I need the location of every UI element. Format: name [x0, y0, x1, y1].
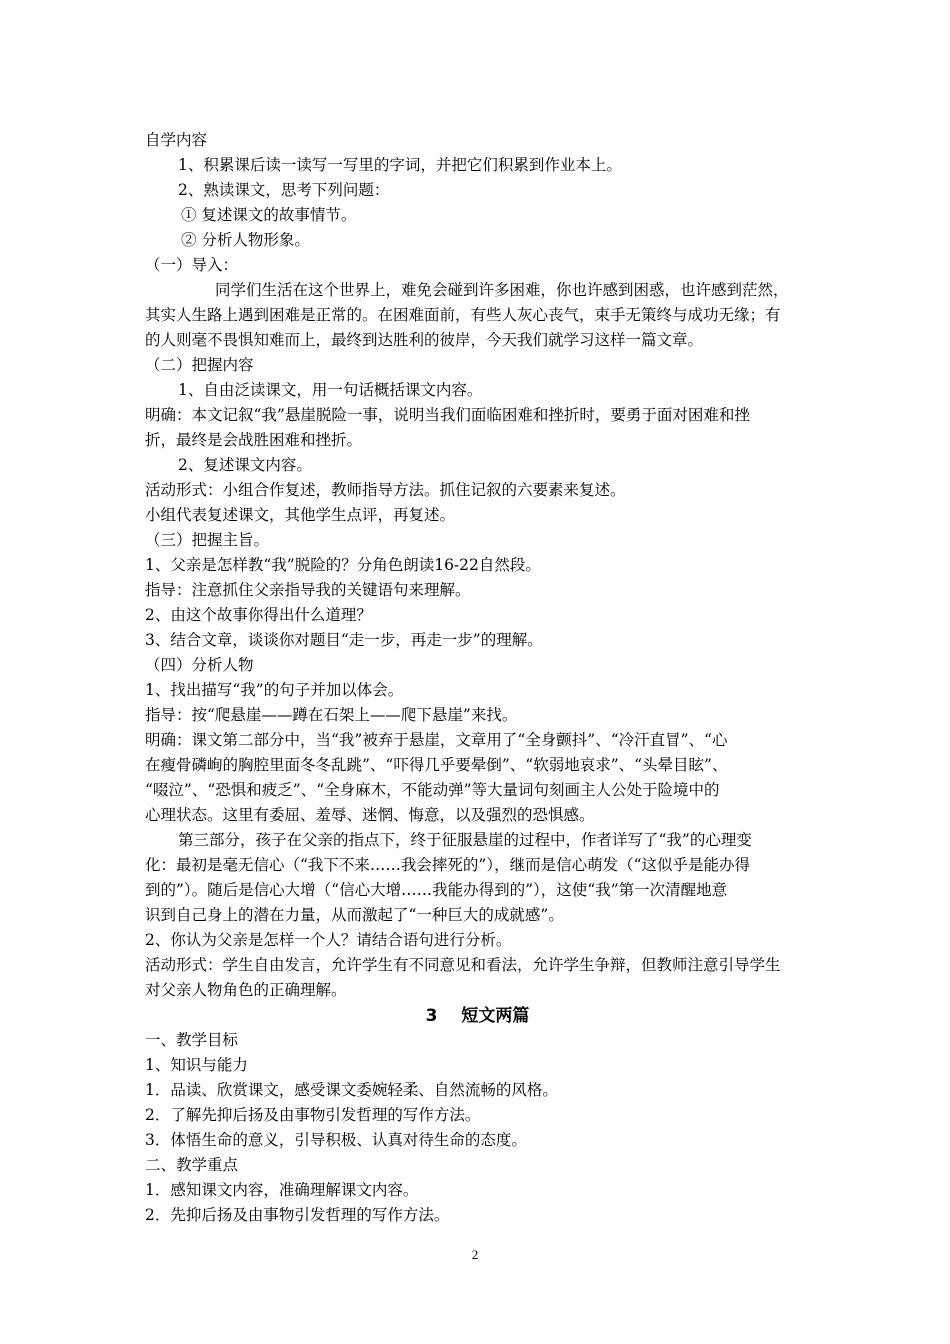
text-line: 1．感知课文内容，准确理解课文内容。: [145, 1181, 419, 1199]
lesson-number: 3: [425, 1006, 438, 1026]
text-line: 明确：课文第二部分中，当“我”被弃于悬崖，文章用了“全身颤抖”、“冷汗直冒”、“心: [145, 731, 728, 749]
text-line: ② 分析人物形象。: [181, 231, 310, 249]
section-heading-content: （二）把握内容: [145, 356, 254, 374]
section-heading-character: （四）分析人物: [145, 656, 254, 674]
text-line: 1、找出描写“我”的句子并加以体会。: [145, 681, 404, 699]
section-heading-intro: （一）导入：: [145, 256, 239, 274]
text-line: 2．先抑后扬及由事物引发哲理的写作方法。: [145, 1206, 450, 1224]
text-line: 到的”）。随后是信心大增（“信心大增……我能办得到的”），这使“我”第一次清醒地意: [145, 881, 728, 899]
text-line: 活动形式：学生自由发言，允许学生有不同意见和看法，允许学生争辩，但教师注意引导学生: [145, 956, 781, 974]
text-line: 2、由这个故事你得出什么道理？: [145, 606, 372, 624]
text-line: 2．了解先抑后扬及由事物引发哲理的写作方法。: [145, 1106, 481, 1124]
text-line: 1、知识与能力: [145, 1056, 248, 1074]
text-line: 小组代表复述课文，其他学生点评，再复述。: [145, 506, 456, 524]
text-line: 在瘦骨磷峋的胸腔里面冬冬乱跳”、“吓得几乎要晕倒”、“软弱地哀求”、“头晕目眩”、: [145, 756, 728, 774]
text-line: 识到自己身上的潜在力量，从而激起了“一种巨大的成就感”。: [145, 906, 564, 924]
text-line: 3．体悟生命的意义，引导积极、认真对待生命的态度。: [145, 1131, 527, 1149]
lesson-title-text: 短文两篇: [461, 1006, 530, 1026]
section-label-self-study: 自学内容: [145, 131, 208, 149]
text-line: 1、父亲是怎样教“我”脱险的？分角色朗读16-22自然段。: [145, 556, 541, 574]
section-heading-key-points: 二、教学重点: [145, 1156, 239, 1174]
text-line: 的人则毫不畏惧知难而上，最终到达胜利的彼岸，今天我们就学习这样一篇文章。: [145, 331, 704, 349]
text-line: 对父亲人物角色的正确理解。: [145, 981, 347, 999]
section-heading-theme: （三）把握主旨。: [145, 531, 270, 549]
text-line: 3、结合文章，谈谈你对题目“走一步，再走一步”的理解。: [145, 631, 543, 649]
text-line: 2、复述课文内容。: [178, 456, 312, 474]
text-line: 其实人生路上遇到困难是正常的。在困难面前，有些人灰心丧气，束手无策终与成功无缘；有: [145, 306, 781, 324]
text-line: 1．品读、欣赏课文，感受课文委婉轻柔、自然流畅的风格。: [145, 1081, 558, 1099]
lesson-title: [145, 1003, 810, 1029]
page-number: 2: [471, 1247, 479, 1262]
text-line: 指导：注意抓住父亲指导我的关键语句来理解。: [145, 581, 471, 599]
text-line: 指导：按“爬悬崖——蹲在石架上——爬下悬崖”来找。: [145, 706, 518, 724]
section-heading-goals: 一、教学目标: [145, 1031, 239, 1049]
text-line: 化：最初是毫无信心（“我下不来……我会摔死的”），继而是信心萌发（“这似乎是能办得: [145, 856, 751, 874]
text-line: 1、积累课后读一读写一写里的字词，并把它们积累到作业本上。: [178, 156, 622, 174]
text-line: 同学们生活在这个世界上，难免会碰到许多困难，你也许感到困惑，也许感到茫然，: [215, 281, 789, 299]
text-line: 2、你认为父亲是怎样一个人？请结合语句进行分析。: [145, 931, 512, 949]
text-line: 第三部分，孩子在父亲的指点下，终于征服悬崖的过程中，作者详写了“我”的心理变: [178, 831, 752, 849]
text-line: 心理状态。这里有委屈、羞辱、迷惘、悔意，以及强烈的恐惧感。: [145, 806, 595, 824]
text-line: 活动形式：小组合作复述，教师指导方法。抓住记叙的六要素来复述。: [145, 481, 626, 499]
text-line: 2、熟读课文，思考下列问题：: [178, 181, 390, 199]
text-line: 折，最终是会战胜困难和挫折。: [145, 431, 363, 449]
text-line: 1、自由泛读课文，用一句话概括课文内容。: [178, 381, 483, 399]
text-line: 明确：本文记叙“我”悬崖脱险一事，说明当我们面临困难和挫折时，要勇于面对困难和挫: [145, 406, 750, 424]
text-line: “啜泣”、“恐惧和疲乏”、“全身麻木，不能动弹”等大量词句刻画主人公处于险境中的: [145, 781, 720, 799]
text-line: ① 复述课文的故事情节。: [181, 206, 357, 224]
